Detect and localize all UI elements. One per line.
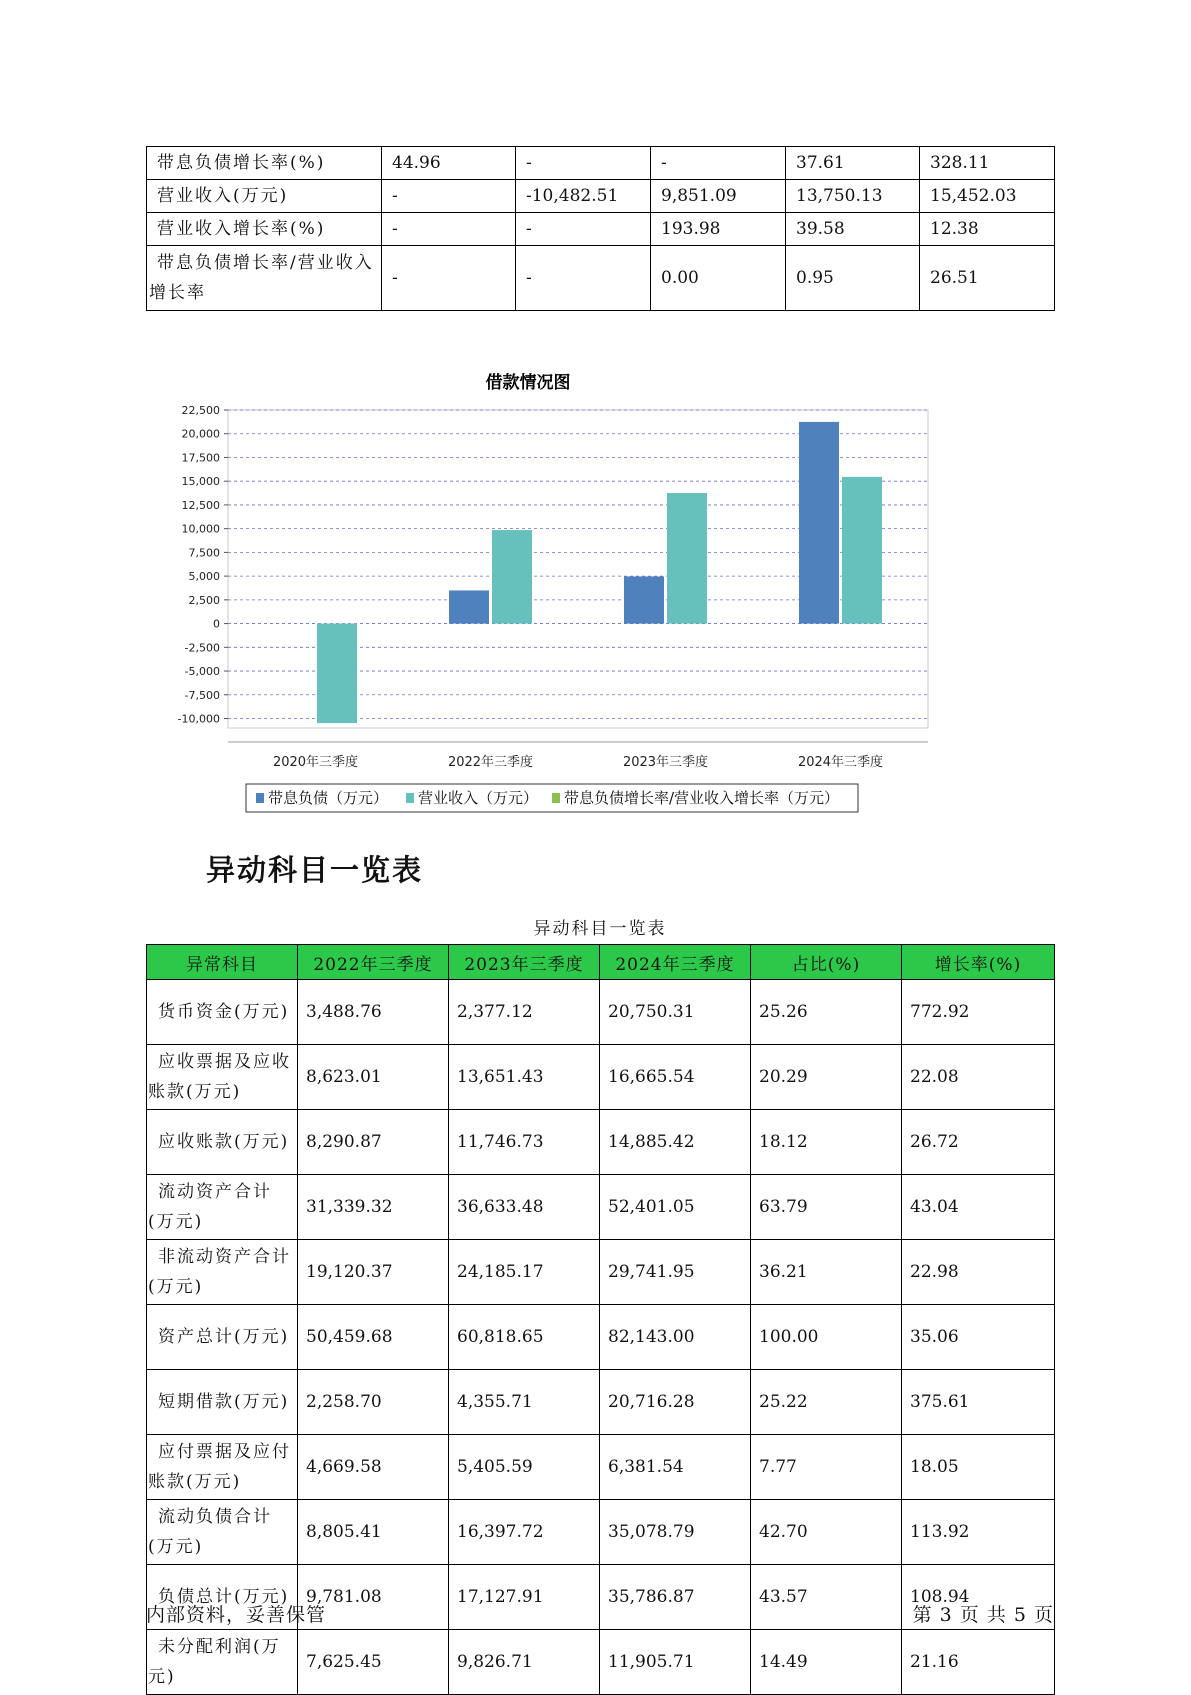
cell-value: 82,143.00 [600,1305,751,1370]
cell-value: 36,633.48 [449,1175,600,1240]
row-label: 短期借款(万元) [147,1370,298,1435]
cell-value: - [516,246,651,311]
cell-value: 20,716.28 [600,1370,751,1435]
cell-value: 2,377.12 [449,980,600,1045]
cell-value: - [516,213,651,246]
footer-confidential: 内部资料，妥善保管 [146,1604,327,1626]
legend-swatch [406,793,414,803]
cell-value: 22.08 [902,1045,1055,1110]
column-header: 2022年三季度 [298,945,449,980]
y-tick-label: -7,500 [184,688,220,702]
legend-label: 带息负债（万元） [268,789,389,807]
chart-title: 借款情况图 [485,373,571,393]
cell-value: 20,750.31 [600,980,751,1045]
row-label: 未分配利润(万元) [147,1630,298,1695]
cell-value: - [382,246,516,311]
row-label: 货币资金(万元) [147,980,298,1045]
abnormal-items-table [146,944,1055,1695]
cell-value: 9,851.09 [651,180,786,213]
row-label: 非流动资产合计(万元) [147,1240,298,1305]
y-tick-label: 0 [213,617,220,631]
x-category-label: 2024年三季度 [797,755,884,770]
row-label: 流动负债合计(万元) [147,1500,298,1565]
row-label: 营业收入(万元) [147,180,382,213]
cell-value: 11,746.73 [449,1110,600,1175]
table-row [147,180,1055,213]
table-row [147,1500,1055,1565]
cell-value: 328.11 [920,147,1055,180]
cell-value: 8,805.41 [298,1500,449,1565]
legend-swatch [552,793,560,803]
row-label: 应收票据及应收账款(万元) [147,1045,298,1110]
x-category-label: 2023年三季度 [622,755,709,770]
cell-value: 14,885.42 [600,1110,751,1175]
y-tick-label: -5,000 [184,665,220,679]
cell-value: 8,290.87 [298,1110,449,1175]
cell-value: 35,078.79 [600,1500,751,1565]
row-label: 流动资产合计(万元) [147,1175,298,1240]
column-header: 占比(%) [751,945,902,980]
metrics-table [146,146,1055,311]
cell-value: 18.12 [751,1110,902,1175]
cell-value: 8,623.01 [298,1045,449,1110]
y-tick-label: 5,000 [188,570,220,584]
cell-value: 3,488.76 [298,980,449,1045]
table-row [147,213,1055,246]
row-label: 带息负债增长率(%) [147,147,382,180]
cell-value: 11,905.71 [600,1630,751,1695]
cell-value: 20.29 [751,1045,902,1110]
table-row [147,147,1055,180]
column-header: 异常科目 [147,945,298,980]
table-row [147,980,1055,1045]
cell-value: 26.72 [902,1110,1055,1175]
cell-value: 772.92 [902,980,1055,1045]
legend-label: 营业收入（万元） [418,789,539,807]
y-tick-label: 20,000 [181,427,220,441]
cell-value: 60,818.65 [449,1305,600,1370]
cell-value: 35.06 [902,1305,1055,1370]
cell-value: 44.96 [382,147,516,180]
cell-value: 113.92 [902,1500,1055,1565]
y-tick-label: 2,500 [188,593,220,607]
cell-value: 37.61 [786,147,920,180]
cell-value: - [516,147,651,180]
bar-revenue [667,493,707,624]
legend-label: 带息负债增长率/营业收入增长率（万元） [564,789,840,807]
cell-value: 100.00 [751,1305,902,1370]
bar-revenue [317,624,357,724]
cell-value: 43.57 [751,1565,902,1630]
loan-chart [160,364,1020,814]
cell-value: - [382,180,516,213]
row-label: 应付票据及应付账款(万元) [147,1435,298,1500]
cell-value: 21.16 [902,1630,1055,1695]
table-row [147,1045,1055,1110]
cell-value: 12.38 [920,213,1055,246]
bar-revenue [842,477,882,624]
cell-value: 4,669.58 [298,1435,449,1500]
cell-value: 36.21 [751,1240,902,1305]
cell-value: 25.26 [751,980,902,1045]
section-heading: 异动科目一览表 [206,853,424,887]
cell-value: 39.58 [786,213,920,246]
cell-value: 13,651.43 [449,1045,600,1110]
cell-value: 13,750.13 [786,180,920,213]
cell-value: 0.95 [786,246,920,311]
table-row [147,246,1055,311]
cell-value: 35,786.87 [600,1565,751,1630]
cell-value: 9,781.08 [298,1565,449,1630]
table-row [147,1435,1055,1500]
cell-value: 9,826.71 [449,1630,600,1695]
y-tick-label: 15,000 [181,475,220,489]
cell-value: 22.98 [902,1240,1055,1305]
table-row [147,1630,1055,1695]
table-row [147,1305,1055,1370]
cell-value: - [651,147,786,180]
cell-value: 14.49 [751,1630,902,1695]
cell-value: 17,127.91 [449,1565,600,1630]
cell-value: 29,741.95 [600,1240,751,1305]
cell-value: 24,185.17 [449,1240,600,1305]
cell-value: 4,355.71 [449,1370,600,1435]
footer-page-number: 第 3 页 共 5 页 [912,1604,1054,1626]
row-label: 负债总计(万元) [147,1565,298,1630]
cell-value: 2,258.70 [298,1370,449,1435]
y-tick-label: 10,000 [181,522,220,536]
y-tick-label: 7,500 [188,546,220,560]
y-tick-label: -10,000 [177,712,220,726]
table-caption: 异动科目一览表 [533,919,667,939]
y-tick-label: 17,500 [181,451,220,465]
row-label: 带息负债增长率/营业收入增长率 [147,246,382,311]
cell-value: 16,397.72 [449,1500,600,1565]
cell-value: 5,405.59 [449,1435,600,1500]
table-row [147,1370,1055,1435]
cell-value: 63.79 [751,1175,902,1240]
cell-value: 108.94 [902,1565,1055,1630]
bar-revenue [492,530,532,624]
cell-value: 193.98 [651,213,786,246]
cell-value: 16,665.54 [600,1045,751,1110]
column-header: 2024年三季度 [600,945,751,980]
cell-value: 7.77 [751,1435,902,1500]
cell-value: 31,339.32 [298,1175,449,1240]
x-category-label: 2022年三季度 [447,755,534,770]
cell-value: -10,482.51 [516,180,651,213]
cell-value: 50,459.68 [298,1305,449,1370]
loan-chart-svg [160,364,1020,814]
cell-value: 25.22 [751,1370,902,1435]
cell-value: 42.70 [751,1500,902,1565]
y-tick-label: 12,500 [181,498,220,512]
table-row [147,1240,1055,1305]
column-header: 2023年三季度 [449,945,600,980]
cell-value: - [382,213,516,246]
table-header-row [147,945,1055,980]
row-label: 应收账款(万元) [147,1110,298,1175]
y-tick-label: 22,500 [181,404,220,417]
cell-value: 43.04 [902,1175,1055,1240]
column-header: 增长率(%) [902,945,1055,980]
cell-value: 19,120.37 [298,1240,449,1305]
bar-debt [624,576,664,623]
x-category-label: 2020年三季度 [272,755,359,770]
table-row [147,1110,1055,1175]
cell-value: 18.05 [902,1435,1055,1500]
cell-value: 0.00 [651,246,786,311]
table-row [147,1175,1055,1240]
bar-debt [449,590,489,623]
cell-value: 26.51 [920,246,1055,311]
cell-value: 375.61 [902,1370,1055,1435]
y-tick-label: -2,500 [184,641,220,655]
cell-value: 52,401.05 [600,1175,751,1240]
cell-value: 6,381.54 [600,1435,751,1500]
row-label: 营业收入增长率(%) [147,213,382,246]
cell-value: 15,452.03 [920,180,1055,213]
row-label: 资产总计(万元) [147,1305,298,1370]
bar-debt [799,422,839,624]
legend-swatch [256,793,264,803]
cell-value: 7,625.45 [298,1630,449,1695]
